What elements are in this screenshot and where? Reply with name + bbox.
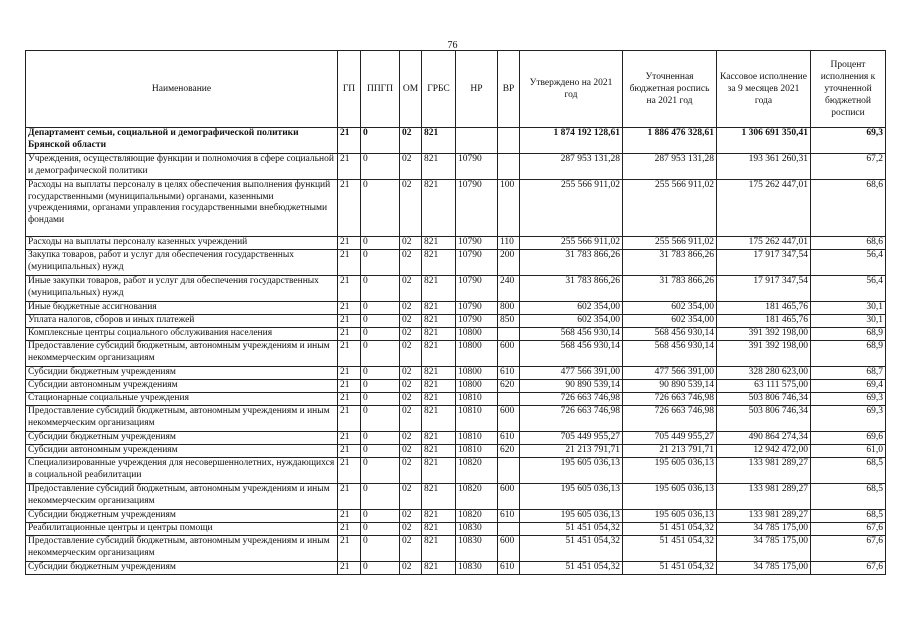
cell-gp: 21 <box>338 510 361 523</box>
table-body <box>26 128 886 575</box>
cell-om: 02 <box>400 406 422 432</box>
cell-vr: 110 <box>498 237 520 250</box>
cell-pct: 68,6 <box>811 180 886 237</box>
cell-vr: 100 <box>498 180 520 237</box>
cell-nr: 10790 <box>456 237 498 250</box>
cell-nr: 10790 <box>456 315 498 328</box>
cell-refined: 1 886 476 328,61 <box>623 128 717 154</box>
cell-nr: 10810 <box>456 432 498 445</box>
cell-refined: 568 456 930,14 <box>623 341 717 367</box>
cell-cash: 328 280 623,00 <box>717 367 811 380</box>
cell-grbs: 821 <box>422 393 456 406</box>
cell-vr: 600 <box>498 536 520 562</box>
cell-om: 02 <box>400 380 422 393</box>
cell-cash: 17 917 347,54 <box>717 250 811 276</box>
cell-vr <box>498 458 520 484</box>
cell-pct: 67,6 <box>811 536 886 562</box>
table-row <box>26 180 886 237</box>
cell-pct: 68,6 <box>811 237 886 250</box>
cell-grbs: 821 <box>422 276 456 302</box>
cell-grbs: 821 <box>422 484 456 510</box>
cell-om: 02 <box>400 562 422 575</box>
cell-nr: 10820 <box>456 484 498 510</box>
cell-ppgp: 0 <box>361 380 400 393</box>
cell-om: 02 <box>400 393 422 406</box>
header-row <box>26 51 886 128</box>
cell-gp: 21 <box>338 367 361 380</box>
cell-refined: 195 605 036,13 <box>623 510 717 523</box>
cell-om: 02 <box>400 328 422 341</box>
cell-name: Закупка товаров, работ и услуг для обеспечения государственных (муниципальных) нужд <box>26 250 338 276</box>
cell-cash: 133 981 289,27 <box>717 484 811 510</box>
cell-gp: 21 <box>338 393 361 406</box>
cell-approved: 726 663 746,98 <box>520 393 623 406</box>
cell-om: 02 <box>400 523 422 536</box>
cell-cash: 17 917 347,54 <box>717 276 811 302</box>
cell-nr <box>456 128 498 154</box>
cell-grbs: 821 <box>422 510 456 523</box>
cell-ppgp: 0 <box>361 237 400 250</box>
cell-vr: 620 <box>498 445 520 458</box>
cell-name: Субсидии бюджетным учреждениям <box>26 510 338 523</box>
cell-om: 02 <box>400 128 422 154</box>
cell-cash: 193 361 260,31 <box>717 154 811 180</box>
cell-gp: 21 <box>338 406 361 432</box>
cell-cash: 181 465,76 <box>717 302 811 315</box>
cell-cash: 12 942 472,00 <box>717 445 811 458</box>
cell-name: Субсидии бюджетным учреждениям <box>26 367 338 380</box>
cell-grbs: 821 <box>422 302 456 315</box>
cell-vr: 600 <box>498 341 520 367</box>
cell-name: Предоставление субсидий бюджетным, автономным учреждениям и иным некоммерческим организациям <box>26 406 338 432</box>
cell-name: Департамент семьи, социальной и демографической политики Брянской области <box>26 128 338 154</box>
cell-ppgp: 0 <box>361 432 400 445</box>
cell-approved: 51 451 054,32 <box>520 536 623 562</box>
cell-pct: 68,9 <box>811 328 886 341</box>
cell-refined: 726 663 746,98 <box>623 393 717 406</box>
cell-grbs: 821 <box>422 250 456 276</box>
cell-vr: 610 <box>498 562 520 575</box>
header-nr: НР <box>456 51 498 128</box>
cell-om: 02 <box>400 276 422 302</box>
cell-vr <box>498 393 520 406</box>
cell-gp: 21 <box>338 536 361 562</box>
table-row <box>26 276 886 302</box>
cell-grbs: 821 <box>422 432 456 445</box>
cell-approved: 255 566 911,02 <box>520 237 623 250</box>
cell-approved: 195 605 036,13 <box>520 458 623 484</box>
header-approved: Утверждено на 2021 год <box>520 51 623 128</box>
budget-table <box>25 50 886 575</box>
cell-gp: 21 <box>338 341 361 367</box>
cell-nr: 10800 <box>456 341 498 367</box>
cell-nr: 10830 <box>456 562 498 575</box>
cell-om: 02 <box>400 315 422 328</box>
cell-name: Предоставление субсидий бюджетным, автономным учреждениям и иным некоммерческим организациям <box>26 341 338 367</box>
cell-approved: 602 354,00 <box>520 315 623 328</box>
cell-approved: 1 874 192 128,61 <box>520 128 623 154</box>
table-row <box>26 393 886 406</box>
cell-vr: 620 <box>498 380 520 393</box>
cell-approved: 568 456 930,14 <box>520 341 623 367</box>
cell-name: Специализированные учреждения для несовершеннолетних, нуждающихся в социальной реабилитации <box>26 458 338 484</box>
cell-om: 02 <box>400 510 422 523</box>
cell-refined: 51 451 054,32 <box>623 562 717 575</box>
cell-name: Реабилитационные центры и центры помощи <box>26 523 338 536</box>
cell-ppgp: 0 <box>361 315 400 328</box>
cell-cash: 133 981 289,27 <box>717 510 811 523</box>
cell-gp: 21 <box>338 180 361 237</box>
cell-approved: 477 566 391,00 <box>520 367 623 380</box>
cell-grbs: 821 <box>422 237 456 250</box>
cell-gp: 21 <box>338 328 361 341</box>
cell-gp: 21 <box>338 250 361 276</box>
cell-approved: 195 605 036,13 <box>520 510 623 523</box>
cell-refined: 477 566 391,00 <box>623 367 717 380</box>
cell-vr: 610 <box>498 367 520 380</box>
cell-refined: 90 890 539,14 <box>623 380 717 393</box>
cell-cash: 133 981 289,27 <box>717 458 811 484</box>
cell-ppgp: 0 <box>361 458 400 484</box>
cell-pct: 67,6 <box>811 562 886 575</box>
cell-pct: 68,9 <box>811 341 886 367</box>
cell-name: Субсидии автономным учреждениям <box>26 380 338 393</box>
cell-pct: 68,5 <box>811 510 886 523</box>
cell-vr <box>498 128 520 154</box>
cell-grbs: 821 <box>422 315 456 328</box>
cell-pct: 69,3 <box>811 128 886 154</box>
cell-om: 02 <box>400 180 422 237</box>
table-row <box>26 328 886 341</box>
cell-pct: 67,2 <box>811 154 886 180</box>
cell-ppgp: 0 <box>361 393 400 406</box>
cell-ppgp: 0 <box>361 341 400 367</box>
cell-grbs: 821 <box>422 180 456 237</box>
cell-gp: 21 <box>338 458 361 484</box>
cell-pct: 56,4 <box>811 276 886 302</box>
table-row <box>26 510 886 523</box>
table-row <box>26 484 886 510</box>
cell-name: Субсидии автономным учреждениям <box>26 445 338 458</box>
cell-nr: 10790 <box>456 180 498 237</box>
table-row <box>26 367 886 380</box>
table-row <box>26 250 886 276</box>
cell-gp: 21 <box>338 380 361 393</box>
cell-approved: 31 783 866,26 <box>520 276 623 302</box>
header-om: ОМ <box>400 51 422 128</box>
table-row <box>26 445 886 458</box>
cell-vr: 600 <box>498 406 520 432</box>
table-row <box>26 536 886 562</box>
cell-ppgp: 0 <box>361 328 400 341</box>
cell-om: 02 <box>400 536 422 562</box>
cell-grbs: 821 <box>422 154 456 180</box>
cell-cash: 175 262 447,01 <box>717 237 811 250</box>
cell-pct: 68,5 <box>811 458 886 484</box>
cell-om: 02 <box>400 445 422 458</box>
cell-pct: 56,4 <box>811 250 886 276</box>
table-row <box>26 154 886 180</box>
cell-pct: 30,1 <box>811 315 886 328</box>
cell-ppgp: 0 <box>361 536 400 562</box>
cell-name: Комплексные центры социального обслуживания населения <box>26 328 338 341</box>
cell-ppgp: 0 <box>361 510 400 523</box>
cell-ppgp: 0 <box>361 128 400 154</box>
cell-name: Стационарные социальные учреждения <box>26 393 338 406</box>
cell-nr: 10800 <box>456 380 498 393</box>
cell-nr: 10800 <box>456 328 498 341</box>
cell-ppgp: 0 <box>361 302 400 315</box>
cell-ppgp: 0 <box>361 484 400 510</box>
cell-refined: 568 456 930,14 <box>623 328 717 341</box>
cell-gp: 21 <box>338 484 361 510</box>
cell-om: 02 <box>400 484 422 510</box>
cell-grbs: 821 <box>422 367 456 380</box>
cell-refined: 602 354,00 <box>623 315 717 328</box>
cell-pct: 68,5 <box>811 484 886 510</box>
cell-nr: 10790 <box>456 250 498 276</box>
cell-refined: 21 213 791,71 <box>623 445 717 458</box>
cell-gp: 21 <box>338 276 361 302</box>
table-row <box>26 341 886 367</box>
table-row <box>26 302 886 315</box>
cell-approved: 31 783 866,26 <box>520 250 623 276</box>
cell-pct: 69,3 <box>811 406 886 432</box>
cell-refined: 51 451 054,32 <box>623 523 717 536</box>
cell-name: Уплата налогов, сборов и иных платежей <box>26 315 338 328</box>
cell-grbs: 821 <box>422 458 456 484</box>
cell-cash: 1 306 691 350,41 <box>717 128 811 154</box>
cell-vr: 610 <box>498 510 520 523</box>
cell-gp: 21 <box>338 237 361 250</box>
cell-refined: 705 449 955,27 <box>623 432 717 445</box>
header-name: Наименование <box>26 51 338 128</box>
cell-nr: 10790 <box>456 154 498 180</box>
cell-name: Иные закупки товаров, работ и услуг для обеспечения государственных (муниципальных) нужд <box>26 276 338 302</box>
header-cash: Кассовое исполнение за 9 месяцев 2021 года <box>717 51 811 128</box>
cell-cash: 181 465,76 <box>717 315 811 328</box>
cell-grbs: 821 <box>422 445 456 458</box>
cell-pct: 69,4 <box>811 380 886 393</box>
cell-vr <box>498 328 520 341</box>
cell-om: 02 <box>400 302 422 315</box>
cell-cash: 490 864 274,34 <box>717 432 811 445</box>
cell-cash: 34 785 175,00 <box>717 536 811 562</box>
table-row <box>26 562 886 575</box>
cell-ppgp: 0 <box>361 180 400 237</box>
cell-grbs: 821 <box>422 406 456 432</box>
cell-nr: 10810 <box>456 445 498 458</box>
cell-refined: 287 953 131,28 <box>623 154 717 180</box>
cell-name: Предоставление субсидий бюджетным, автономным учреждениям и иным некоммерческим организациям <box>26 484 338 510</box>
table-row <box>26 458 886 484</box>
cell-vr: 610 <box>498 432 520 445</box>
cell-grbs: 821 <box>422 328 456 341</box>
table-row <box>26 315 886 328</box>
cell-grbs: 821 <box>422 128 456 154</box>
header-refined: Уточненная бюджетная роспись на 2021 год <box>623 51 717 128</box>
cell-name: Иные бюджетные ассигнования <box>26 302 338 315</box>
cell-ppgp: 0 <box>361 154 400 180</box>
cell-pct: 69,6 <box>811 432 886 445</box>
cell-gp: 21 <box>338 128 361 154</box>
cell-nr: 10810 <box>456 406 498 432</box>
cell-gp: 21 <box>338 445 361 458</box>
cell-pct: 68,7 <box>811 367 886 380</box>
cell-cash: 391 392 198,00 <box>717 341 811 367</box>
cell-vr: 240 <box>498 276 520 302</box>
header-ppgp: ППГП <box>361 51 400 128</box>
cell-refined: 195 605 036,13 <box>623 458 717 484</box>
cell-name: Субсидии бюджетным учреждениям <box>26 432 338 445</box>
cell-om: 02 <box>400 458 422 484</box>
cell-cash: 63 111 575,00 <box>717 380 811 393</box>
cell-om: 02 <box>400 250 422 276</box>
header-percent: Процент исполнения к уточненной бюджетной росписи <box>811 51 886 128</box>
cell-nr: 10820 <box>456 510 498 523</box>
page-number: 76 <box>447 40 458 51</box>
cell-grbs: 821 <box>422 562 456 575</box>
cell-ppgp: 0 <box>361 250 400 276</box>
cell-approved: 51 451 054,32 <box>520 523 623 536</box>
table-row <box>26 432 886 445</box>
cell-refined: 31 783 866,26 <box>623 250 717 276</box>
cell-om: 02 <box>400 154 422 180</box>
cell-vr <box>498 523 520 536</box>
cell-pct: 69,3 <box>811 393 886 406</box>
cell-grbs: 821 <box>422 536 456 562</box>
cell-nr: 10820 <box>456 458 498 484</box>
header-vr: ВР <box>498 51 520 128</box>
cell-ppgp: 0 <box>361 276 400 302</box>
cell-pct: 67,6 <box>811 523 886 536</box>
cell-grbs: 821 <box>422 523 456 536</box>
header-gp: ГП <box>338 51 361 128</box>
cell-approved: 21 213 791,71 <box>520 445 623 458</box>
cell-nr: 10830 <box>456 536 498 562</box>
cell-ppgp: 0 <box>361 406 400 432</box>
cell-nr: 10790 <box>456 276 498 302</box>
table-row <box>26 380 886 393</box>
cell-gp: 21 <box>338 315 361 328</box>
cell-om: 02 <box>400 367 422 380</box>
cell-gp: 21 <box>338 302 361 315</box>
cell-approved: 255 566 911,02 <box>520 180 623 237</box>
cell-refined: 195 605 036,13 <box>623 484 717 510</box>
cell-name: Предоставление субсидий бюджетным, автономным учреждениям и иным некоммерческим организациям <box>26 536 338 562</box>
cell-cash: 503 806 746,34 <box>717 406 811 432</box>
table-row <box>26 523 886 536</box>
cell-cash: 34 785 175,00 <box>717 523 811 536</box>
cell-vr: 600 <box>498 484 520 510</box>
cell-approved: 705 449 955,27 <box>520 432 623 445</box>
cell-vr: 850 <box>498 315 520 328</box>
cell-approved: 726 663 746,98 <box>520 406 623 432</box>
cell-pct: 61,0 <box>811 445 886 458</box>
table-row <box>26 406 886 432</box>
cell-name: Учреждения, осуществляющие функции и полномочия в сфере социальной и демографической политики <box>26 154 338 180</box>
cell-ppgp: 0 <box>361 562 400 575</box>
cell-refined: 726 663 746,98 <box>623 406 717 432</box>
cell-approved: 51 451 054,32 <box>520 562 623 575</box>
cell-pct: 30,1 <box>811 302 886 315</box>
cell-approved: 602 354,00 <box>520 302 623 315</box>
cell-om: 02 <box>400 341 422 367</box>
cell-name: Субсидии бюджетным учреждениям <box>26 562 338 575</box>
table-row <box>26 237 886 250</box>
cell-approved: 195 605 036,13 <box>520 484 623 510</box>
cell-refined: 602 354,00 <box>623 302 717 315</box>
cell-refined: 31 783 866,26 <box>623 276 717 302</box>
cell-om: 02 <box>400 432 422 445</box>
cell-nr: 10810 <box>456 393 498 406</box>
cell-gp: 21 <box>338 562 361 575</box>
cell-nr: 10790 <box>456 302 498 315</box>
cell-refined: 51 451 054,32 <box>623 536 717 562</box>
cell-approved: 90 890 539,14 <box>520 380 623 393</box>
cell-grbs: 821 <box>422 380 456 393</box>
cell-cash: 391 392 198,00 <box>717 328 811 341</box>
cell-ppgp: 0 <box>361 523 400 536</box>
cell-approved: 568 456 930,14 <box>520 328 623 341</box>
cell-refined: 255 566 911,02 <box>623 180 717 237</box>
cell-om: 02 <box>400 237 422 250</box>
cell-nr: 10830 <box>456 523 498 536</box>
cell-grbs: 821 <box>422 341 456 367</box>
cell-ppgp: 0 <box>361 445 400 458</box>
cell-refined: 255 566 911,02 <box>623 237 717 250</box>
table-row <box>26 128 886 154</box>
cell-approved: 287 953 131,28 <box>520 154 623 180</box>
cell-vr: 800 <box>498 302 520 315</box>
header-grbs: ГРБС <box>422 51 456 128</box>
cell-cash: 503 806 746,34 <box>717 393 811 406</box>
cell-name: Расходы на выплаты персоналу в целях обеспечения выполнения функций государственными (муниципальными) органами, казенными учреждениями, органами управления государственными внебюджетными фондами <box>26 180 338 237</box>
cell-nr: 10800 <box>456 367 498 380</box>
cell-cash: 34 785 175,00 <box>717 562 811 575</box>
cell-gp: 21 <box>338 523 361 536</box>
cell-gp: 21 <box>338 432 361 445</box>
cell-name: Расходы на выплаты персоналу казенных учреждений <box>26 237 338 250</box>
cell-vr <box>498 154 520 180</box>
cell-ppgp: 0 <box>361 367 400 380</box>
cell-vr: 200 <box>498 250 520 276</box>
cell-cash: 175 262 447,01 <box>717 180 811 237</box>
cell-gp: 21 <box>338 154 361 180</box>
